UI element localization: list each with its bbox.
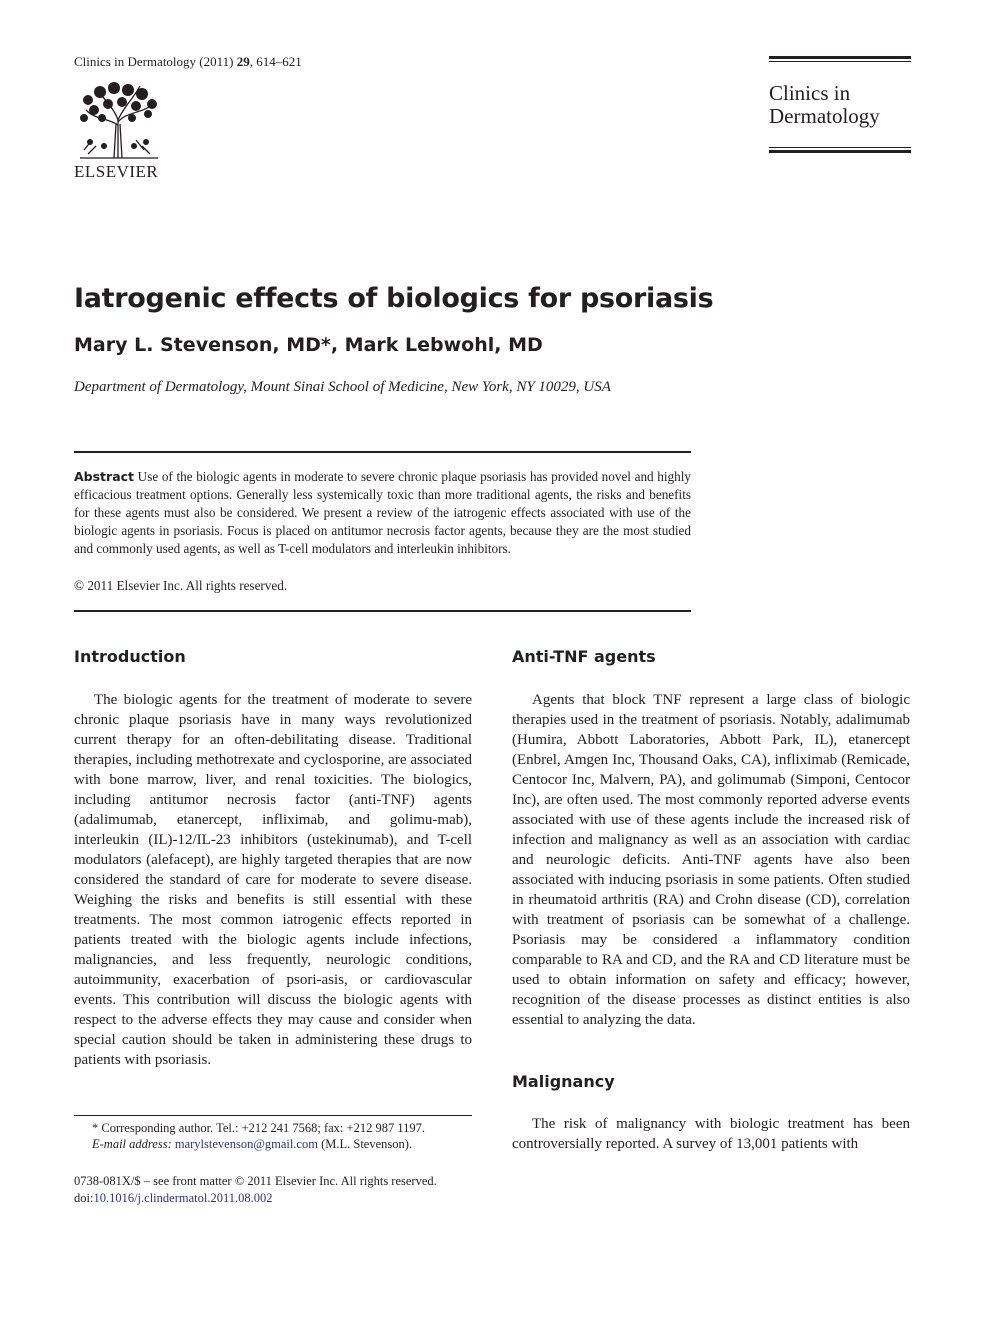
masthead-top-rule-thin xyxy=(769,61,911,62)
abstract-label: Abstract xyxy=(74,469,135,484)
citation-pages: , 614–621 xyxy=(249,54,302,69)
journal-masthead xyxy=(769,56,911,154)
front-matter-info xyxy=(74,1173,472,1207)
footnote-star: * xyxy=(92,1121,99,1135)
footnote-line-1 xyxy=(74,1120,472,1136)
abstract-body: Use of the biologic agents in moderate to severe chronic plaque psoriasis has provided novel and highly efficacious treatment options. Generally less systemically toxic than more traditional agents, the risks and benefits for these agents must also be considered. We present a review of the iatrogenic effects associated with use of the biologic agents in psoriasis. Focus is placed on antitumor necrosis factor agents, because they are the most studied and commonly used agents, as well as T-cell modulators and interleukin inhibitors. xyxy=(74,469,691,556)
journal-citation xyxy=(74,54,302,70)
issn-line: 0738-081X/$ – see front matter © 2011 Elsevier Inc. All rights reserved. xyxy=(74,1174,437,1188)
introduction-body xyxy=(74,690,472,1070)
journal-name-line1: Clinics in xyxy=(769,81,851,105)
section-heading-anti-tnf: Anti-TNF agents xyxy=(512,647,656,666)
email-label: E-mail address: xyxy=(92,1137,172,1151)
malignancy-paragraph: The risk of malignancy with biologic treatment has been controversially reported. A survey of 13,001 patients with xyxy=(512,1116,910,1152)
abstract-copyright: © 2011 Elsevier Inc. All rights reserved. xyxy=(74,578,288,593)
doi-line xyxy=(74,1190,472,1207)
footnote-rule xyxy=(74,1115,472,1116)
masthead-bottom-rule-thin xyxy=(769,147,911,148)
article-authors: Mary L. Stevenson, MD*, Mark Lebwohl, MD xyxy=(74,334,543,356)
citation-journal: Clinics in Dermatology (2011) xyxy=(74,54,237,69)
footnote-contact: Corresponding author. Tel.: +212 241 7568; fax: +212 987 1197. xyxy=(98,1121,425,1135)
doi-link[interactable]: 10.1016/j.clindermatol.2011.08.002 xyxy=(93,1191,273,1205)
section-heading-introduction: Introduction xyxy=(74,647,186,666)
masthead-bottom-rule xyxy=(769,150,911,153)
anti-tnf-body xyxy=(512,690,910,1030)
publisher-name: ELSEVIER xyxy=(74,162,159,181)
doi-label: doi: xyxy=(74,1191,94,1205)
abstract-bottom-rule xyxy=(74,610,691,612)
malignancy-body xyxy=(512,1114,910,1154)
abstract-top-rule xyxy=(74,451,691,453)
anti-tnf-paragraph: Agents that block TNF represent a large class of biologic therapies used in the treatment of psoriasis. Notably, adalimumab (Humira, Abbott Laboratories, Abbott Park, IL), etanercept (Enbrel, Amgen Inc, Thousand Oaks, CA), infliximab (Remicade, Centocor Inc, Malvern, PA), and golimumab (Simponi, Centocor Inc), are often used. The most commonly reported adverse events associated with use of these agents include the increased risk of infection and malignancy as well as an association with cardiac and neurologic deficits. Anti-TNF agents have also been associated with inducing psoriasis in some patients. Often studied in rheumatoid arthritis (RA) and Crohn disease (CD), correlation with treatment of psoriasis can be somewhat of a challenge. Psoriasis may be considered a inflammatory condition comparable to RA and CD, and the RA and CD literature must be used to obtain information on safety and efficacy; however, recognition of the disease processes as distinct entities is also essential to analyzing the data. xyxy=(512,692,910,1028)
citation-volume: 29 xyxy=(236,54,250,69)
introduction-paragraph: The biologic agents for the treatment of moderate to severe chronic plaque psoriasis have in many ways revolutionized current therapy for an often-debilitating disease. Traditional therapies, including methotrexate and cyclosporine, are associated with bone marrow, liver, and renal toxicities. The biologics, including antitumor necrosis factor (anti-TNF) agents (adalimumab, etanercept, infliximab, and golimu-mab), interleukin (IL)-12/IL-23 inhibitors (ustekinumab), and T-cell modulators (alefacept), are highly targeted therapies that are now considered the standard of care for moderate to severe disease. Weighing the risks and benefits is still essential with these treatments. The most common iatrogenic effects reported in patients treated with the biologic agents include infections, malignancies, and less frequently, neurologic conditions, autoimmunity, exacerbation of psori-asis, or cardiovascular events. This contribution will discuss the biologic agents with respect to the adverse effects they may cause and consider when special caution should be taken in administering these drugs to patients with psoriasis. xyxy=(74,692,472,1068)
corresponding-author-footnote xyxy=(74,1120,472,1152)
footnote-line-2 xyxy=(74,1136,472,1152)
journal-name-line2: Dermatology xyxy=(769,104,880,128)
author-affiliation: Department of Dermatology, Mount Sinai School of Medicine, New York, NY 10029, USA xyxy=(74,379,611,395)
masthead-top-rule xyxy=(769,56,911,59)
email-link[interactable]: marylstevenson@gmail.com xyxy=(174,1137,318,1151)
abstract-text xyxy=(74,468,691,558)
article-title: Iatrogenic effects of biologics for psoriasis xyxy=(74,283,714,314)
email-owner: (M.L. Stevenson). xyxy=(317,1137,413,1151)
section-heading-malignancy: Malignancy xyxy=(512,1072,615,1091)
